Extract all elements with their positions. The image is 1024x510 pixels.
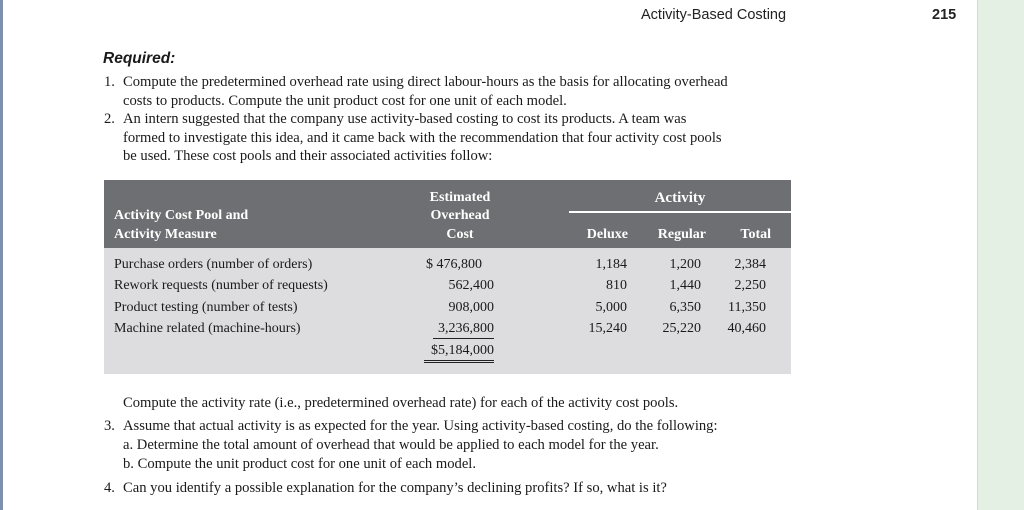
th-total: Total (740, 227, 771, 242)
running-head: Activity-Based Costing (641, 7, 787, 23)
th-deluxe: Deluxe (586, 227, 628, 242)
row2-regular: 1,440 (669, 278, 701, 293)
row2-total: 2,250 (734, 278, 766, 293)
row2-cost: 562,400 (448, 278, 494, 293)
row1-pool: Purchase orders (number of orders) (114, 257, 313, 272)
cost-total: $5,184,000 (424, 342, 494, 363)
row3-deluxe: 5,000 (595, 300, 627, 315)
page-number: 215 (932, 7, 957, 23)
q3b-text: b. Compute the unit product cost for one unit of each model. (123, 456, 477, 472)
q1-number: 1. (104, 74, 115, 90)
row3-pool: Product testing (number of tests) (114, 300, 298, 315)
row2-pool: Rework requests (number of requests) (114, 278, 328, 293)
required-heading: Required: (103, 50, 176, 67)
row4-pool: Machine related (machine-hours) (114, 321, 301, 336)
q2-number: 2. (104, 111, 115, 127)
q2-text (123, 110, 722, 166)
q3a-text: a. Determine the total amount of overhead that would be applied to each model for the year. (123, 437, 659, 453)
th-pool-line-1: Activity Cost Pool and (114, 208, 249, 223)
row4-regular: 25,220 (662, 321, 701, 336)
th-activity: Activity (654, 190, 706, 206)
row3-regular: 6,350 (669, 300, 701, 315)
q1-text (123, 73, 728, 110)
q2-line-3: be used. These cost pools and their associated activities follow: (123, 148, 493, 165)
q2-after-table: Compute the activity rate (i.e., predetermined overhead rate) for each of the activity cost pools. (123, 395, 679, 411)
row3-cost: 908,000 (448, 300, 494, 315)
row2-deluxe: 810 (606, 278, 627, 293)
row1-total: 2,384 (734, 257, 766, 272)
th-cost-line-2: Overhead (430, 208, 490, 223)
th-cost-line-3: Cost (446, 227, 474, 242)
q4-text: Can you identify a possible explanation for the company’s declining profits? If so, what is it? (123, 480, 667, 496)
th-pool-line-2: Activity Measure (114, 227, 217, 242)
q3-text: Assume that actual activity is as expected for the year. Using activity-based costing, do the following: (123, 418, 718, 434)
q1-line-1: Compute the predetermined overhead rate using direct labour-hours as the basis for allocating overhead (123, 74, 728, 90)
page-margin-strip (977, 0, 1024, 510)
th-cost-line-1: Estimated (429, 190, 491, 205)
row3-total: 11,350 (728, 300, 766, 315)
row4-total: 40,460 (727, 321, 766, 336)
th-activity-rule (569, 211, 791, 213)
q2-line-2: formed to investigate this idea, and it came back with the recommendation that four activity cost pools (123, 129, 722, 146)
th-regular: Regular (657, 227, 706, 242)
q4-number: 4. (104, 480, 115, 496)
row1-regular: 1,200 (669, 257, 701, 272)
q1-line-2: costs to products. Compute the unit product cost for one unit of each model. (123, 92, 567, 109)
page-left-edge (0, 0, 3, 510)
q2-line-1: An intern suggested that the company use activity-based costing to cost its products. A team was (123, 111, 687, 127)
row1-deluxe: 1,184 (595, 257, 627, 272)
q3-number: 3. (104, 418, 115, 434)
row1-cost: $ 476,800 (426, 257, 482, 272)
row4-deluxe: 15,240 (588, 321, 627, 336)
row4-cost: 3,236,800 (433, 320, 494, 339)
